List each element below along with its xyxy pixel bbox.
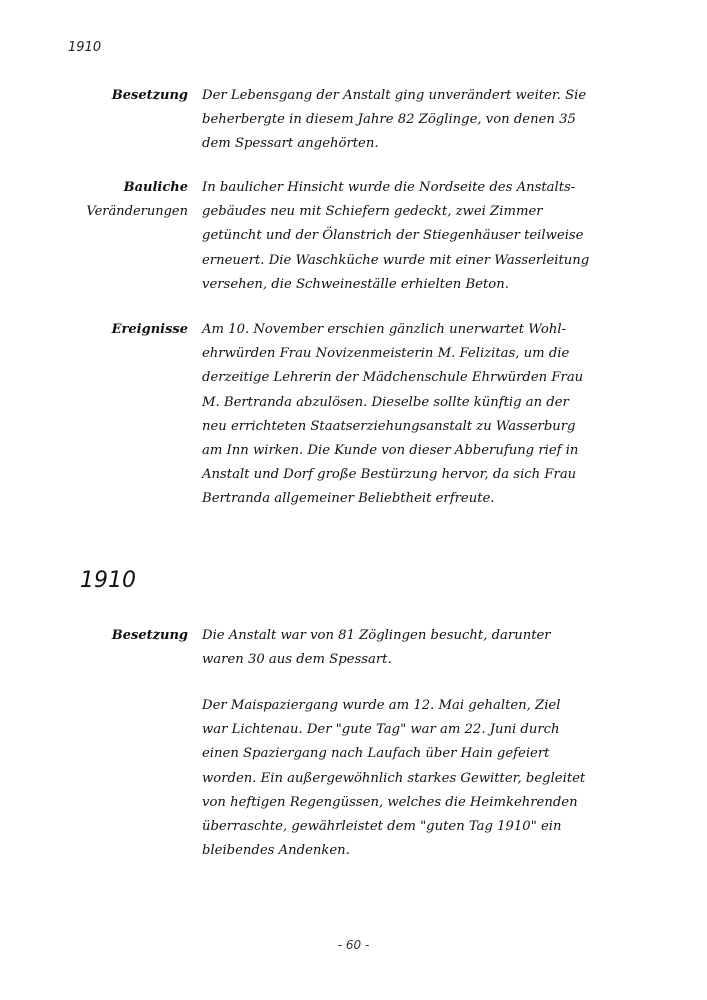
text-line: erneuert. Die Waschküche wurde mit einer Wasserleitung xyxy=(202,252,590,268)
text-line: Bertranda allgemeiner Beliebtheit erfreute. xyxy=(202,491,495,507)
text-line: ehrwürden Frau Novizenmeisterin M. Felizitas, um die xyxy=(202,346,570,362)
section-year-heading: 1910 xyxy=(80,568,136,593)
running-head: 1910 xyxy=(68,40,102,55)
entry-text xyxy=(202,318,622,512)
text-line: Die Anstalt war von 81 Zöglingen besucht, darunter xyxy=(202,628,551,643)
entry-text xyxy=(202,694,622,863)
text-line: In baulicher Hinsicht wurde die Nordseite des Anstalts- xyxy=(202,180,576,195)
entry-label-line: Veränderungen xyxy=(86,204,188,219)
text-line: Der Maispaziergang wurde am 12. Mai gehalten, Ziel xyxy=(202,698,561,713)
text-line: bleibendes Andenken. xyxy=(202,843,350,859)
text-line: M. Bertranda abzulösen. Dieselbe sollte künftig an der xyxy=(202,394,569,410)
entry-text xyxy=(202,624,622,672)
entry-label: Besetzung xyxy=(111,628,188,643)
text-line: war Lichtenau. Der "gute Tag" war am 22. Juni durch xyxy=(202,722,560,738)
text-line: derzeitige Lehrerin der Mädchenschule Ehrwürden Frau xyxy=(202,370,584,386)
text-line: dem Spessart angehörten. xyxy=(202,136,379,152)
entry-text xyxy=(202,84,622,157)
text-line: beherbergte in diesem Jahre 82 Zöglinge, von denen 35 xyxy=(202,112,576,128)
text-line: versehen, die Schweineställe erhielten Beton. xyxy=(202,276,509,292)
entry-label-line: Bauliche xyxy=(123,180,188,195)
text-line: gebäudes neu mit Schiefern gedeckt, zwei Zimmer xyxy=(202,204,543,220)
page-number: - 60 - xyxy=(337,938,370,952)
entry-label: Ereignisse xyxy=(111,322,188,337)
text-line: am Inn wirken. Die Kunde von dieser Abberufung rief in xyxy=(202,443,579,459)
text-line: Der Lebensgang der Anstalt ging unverändert weiter. Sie xyxy=(202,88,587,103)
text-line: einen Spaziergang nach Laufach über Hain gefeiert xyxy=(202,746,550,762)
text-line: getüncht und der Ölanstrich der Stiegenhäuser teilweise xyxy=(202,228,584,244)
text-line: Anstalt und Dorf große Bestürzung hervor, da sich Frau xyxy=(202,467,577,483)
text-line: waren 30 aus dem Spessart. xyxy=(202,652,392,668)
text-line: worden. Ein außergewöhnlich starkes Gewitter, begleitet xyxy=(202,770,586,786)
entry-text xyxy=(202,176,622,297)
text-line: überraschte, gewährleistet dem "guten Tag 1910" ein xyxy=(202,819,562,835)
text-line: neu errichteten Staatserziehungsanstalt zu Wasserburg xyxy=(202,418,576,434)
entry-label: Besetzung xyxy=(111,88,188,103)
text-line: Am 10. November erschien gänzlich unerwartet Wohl- xyxy=(202,322,566,337)
entry-label xyxy=(0,176,188,224)
text-line: von heftigen Regengüssen, welches die Heimkehrenden xyxy=(202,794,578,810)
